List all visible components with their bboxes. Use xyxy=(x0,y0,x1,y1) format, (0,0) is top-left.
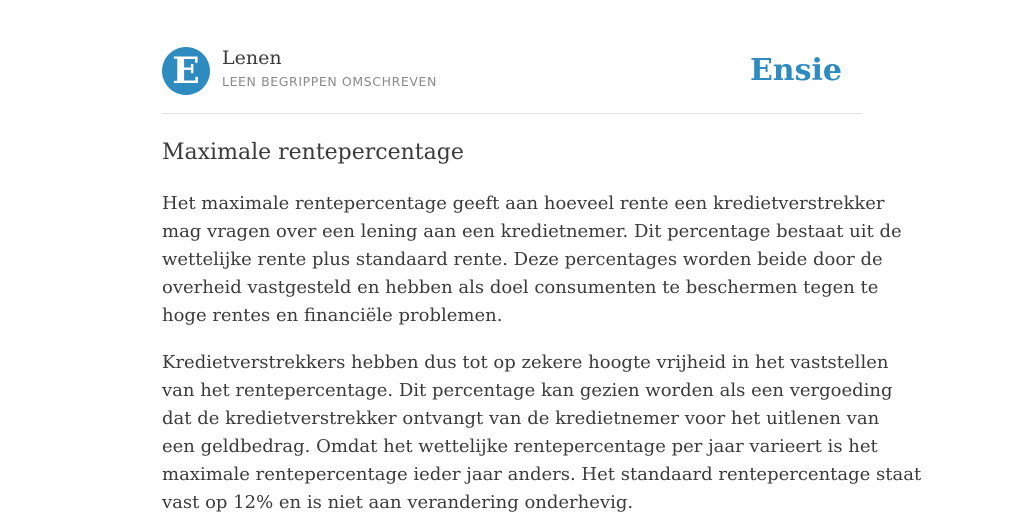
paragraph-line: van het rentepercentage. Dit percentage kan gezien worden als een vergoeding xyxy=(162,380,893,401)
paragraph-line: dat de kredietverstrekker ontvangt van de kredietnemer voor het uitlenen van xyxy=(162,408,880,429)
paragraph-line: maximale rentepercentage ieder jaar anders. Het standaard rentepercentage staat xyxy=(162,464,922,485)
paragraph-line: overheid vastgesteld en hebben als doel consumenten te beschermen tegen te xyxy=(162,277,879,298)
paragraph-line: vast op 12% en is niet aan verandering onderhevig. xyxy=(162,492,634,512)
site-title[interactable]: Lenen xyxy=(222,47,282,69)
paragraph-line: wettelijke rente plus standaard rente. Deze percentages worden beide door de xyxy=(162,249,883,270)
paragraph-line: Het maximale rentepercentage geeft aan hoeveel rente een kredietverstrekker xyxy=(162,193,885,214)
site-subtitle: LEEN BEGRIPPEN OMSCHREVEN xyxy=(222,74,437,89)
article-title: Maximale rentepercentage xyxy=(162,140,464,165)
article xyxy=(162,138,922,512)
paragraph-line: mag vragen over een lening aan een kredietnemer. Dit percentage bestaat uit de xyxy=(162,221,902,242)
site-header xyxy=(162,47,862,97)
paragraph-line: Kredietverstrekkers hebben dus tot op zekere hoogte vrijheid in het vaststellen xyxy=(162,352,889,373)
article-paragraph xyxy=(162,190,902,330)
header-divider xyxy=(162,113,862,114)
brand-logo[interactable]: Ensie xyxy=(749,53,842,88)
paragraph-line: een geldbedrag. Omdat het wettelijke rentepercentage per jaar varieert is het xyxy=(162,436,878,457)
paragraph-line: hoge rentes en financiële problemen. xyxy=(162,305,503,326)
article-paragraph xyxy=(162,349,922,512)
site-logo[interactable]: E xyxy=(162,47,210,95)
